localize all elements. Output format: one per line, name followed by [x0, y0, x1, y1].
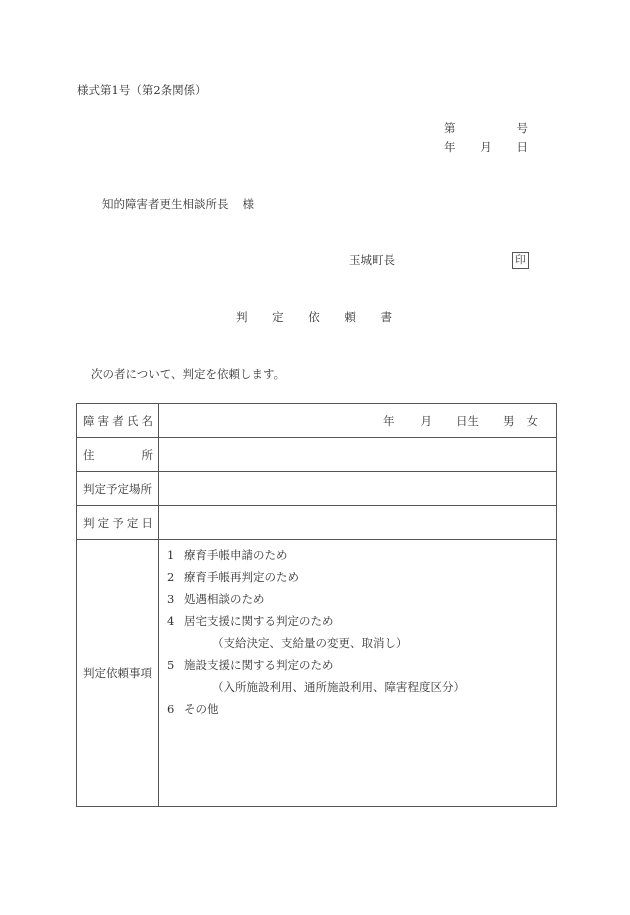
addressee-honorific: 様: [242, 197, 254, 211]
item-number: 6: [167, 702, 175, 716]
field-assessment-place[interactable]: [159, 472, 557, 506]
document-title: [236, 312, 392, 324]
request-item-4-detail: （支給決定、支給量の変更、取消し）: [212, 636, 408, 650]
request-item-5-detail: （入所施設利用、通所施設利用、障害程度区分）: [212, 680, 465, 694]
birth-month: 月: [420, 413, 432, 428]
label-char: 所: [141, 447, 153, 462]
item-text: 療育手帳再判定のため: [184, 570, 299, 584]
date-year: 年: [444, 140, 456, 154]
request-item-5[interactable]: [167, 658, 556, 680]
document-number: [444, 123, 528, 135]
title-char: 定: [272, 310, 284, 324]
field-person-name[interactable]: [159, 404, 557, 438]
item-number: 3: [167, 592, 175, 606]
item-number: 2: [167, 570, 175, 584]
label-assessment-date: [77, 506, 159, 540]
label-char: 日: [141, 515, 153, 530]
document-date: [444, 142, 528, 154]
item-text: 処遇相談のため: [184, 592, 265, 606]
request-item-4[interactable]: [167, 614, 556, 636]
request-items-list: [159, 540, 557, 807]
item-text: その他: [184, 702, 219, 716]
item-text: 療育手帳申請のため: [184, 548, 288, 562]
table-row-person-name: [77, 404, 557, 438]
title-char: 依: [308, 310, 320, 324]
field-assessment-date[interactable]: [159, 506, 557, 540]
label-char: 障: [83, 413, 95, 428]
gender-male[interactable]: 男: [503, 413, 515, 428]
birthdate-gender-line: [159, 413, 556, 429]
addressee-name: 知的障害者更生相談所長: [102, 197, 229, 211]
request-item-1[interactable]: [167, 548, 556, 570]
label-char: 者: [112, 413, 124, 428]
label-assessment-place: [77, 472, 159, 506]
title-char: 頼: [344, 310, 356, 324]
label-request-items: [77, 540, 159, 807]
request-item-3[interactable]: [167, 592, 556, 614]
label-person-name: [77, 404, 159, 438]
label-char: 判: [83, 515, 95, 530]
item-number: 1: [167, 548, 175, 562]
item-text: 居宅支援に関する判定のため: [184, 614, 334, 628]
label-char: 予: [112, 515, 124, 530]
request-item-2[interactable]: [167, 570, 556, 592]
intro-text: 次の者について、判定を依頼します。: [91, 367, 286, 381]
table-row-assessment-date: [77, 506, 557, 540]
item-text: 施設支援に関する判定のため: [184, 658, 334, 672]
seal-mark: 印: [512, 252, 529, 269]
doc-no-prefix: 第: [444, 121, 456, 135]
label-char: 氏: [126, 413, 139, 428]
title-char: 書: [380, 310, 392, 324]
birth-day: 日生: [456, 413, 479, 428]
request-form-table: [76, 403, 557, 807]
doc-no-suffix: 号: [516, 121, 528, 135]
label-char: 名: [141, 413, 153, 428]
gender-female[interactable]: 女: [526, 413, 538, 428]
request-item-6[interactable]: [167, 702, 556, 724]
label-char: 住: [83, 447, 95, 462]
date-month: 月: [480, 140, 492, 154]
sender-name: 玉城町長: [349, 253, 395, 267]
label-text: 判定予定場所: [83, 481, 152, 496]
date-day: 日: [516, 140, 528, 154]
birth-year: 年: [383, 413, 395, 428]
table-row-address: [77, 438, 557, 472]
table-row-assessment-place: [77, 472, 557, 506]
label-char: 定: [97, 515, 110, 530]
field-address[interactable]: [159, 438, 557, 472]
label-char: 定: [126, 515, 139, 530]
table-row-request-items: [77, 540, 557, 807]
item-number: 4: [167, 614, 175, 628]
addressee: [102, 199, 254, 211]
label-text: 判定依頼事項: [83, 666, 152, 680]
label-char: 害: [97, 413, 110, 428]
form-number: 様式第1号（第2条関係）: [77, 83, 207, 97]
label-address: [77, 438, 159, 472]
title-char: 判: [236, 310, 248, 324]
item-number: 5: [167, 658, 175, 672]
